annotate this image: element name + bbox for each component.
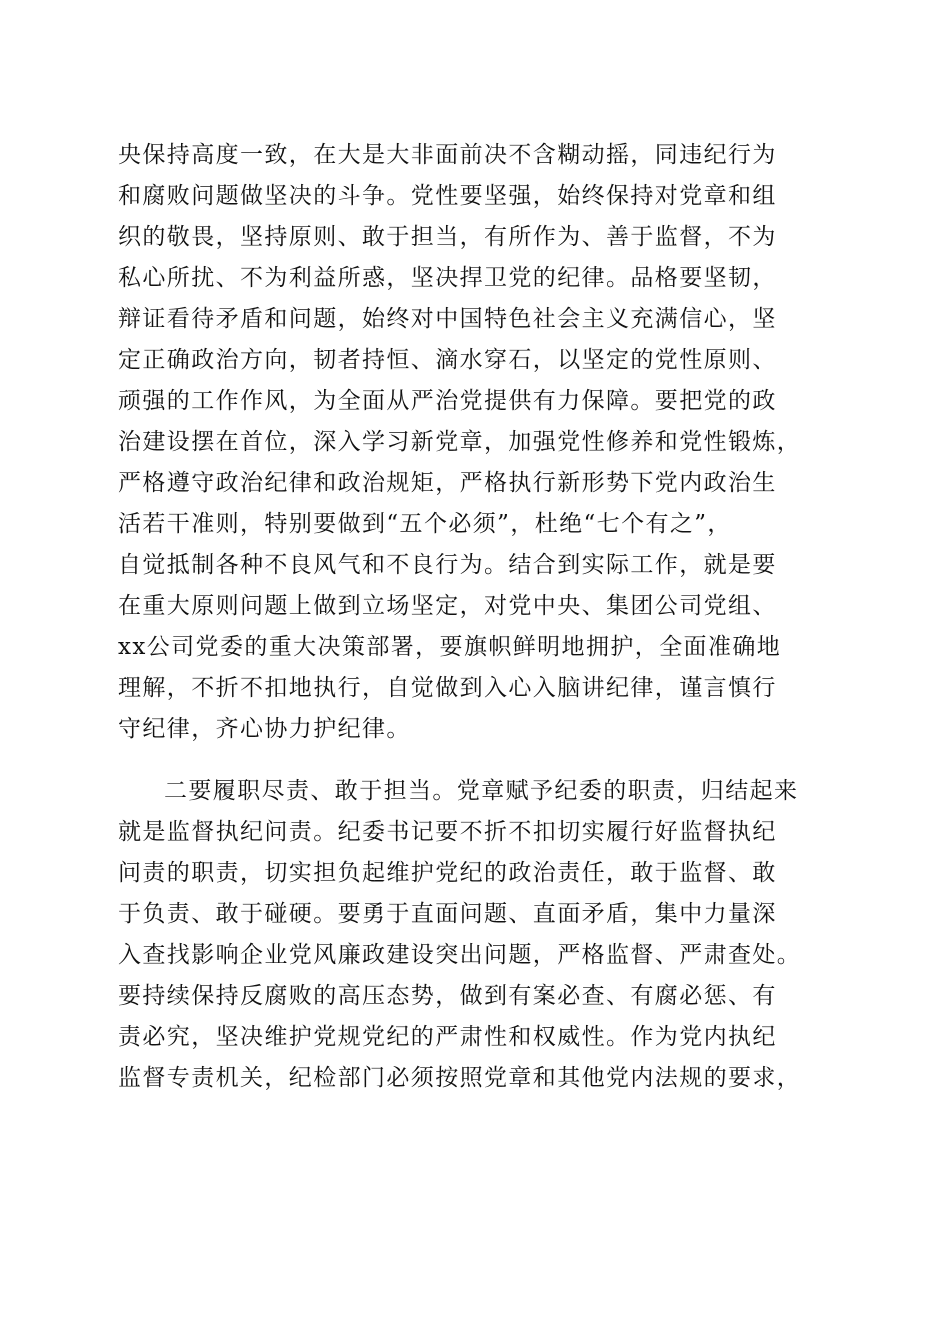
text-line: 活若干准则，特别要做到“五个必须”，杜绝“七个有之”，: [118, 511, 732, 537]
text-line: 就是监督执纪问责。纪委书记要不折不扣切实履行好监督执纪: [118, 819, 777, 845]
text-line: 治建设摆在首位，深入学习新党章，加强党性修养和党性锻炼，: [118, 429, 802, 455]
text-line: 织的敬畏，坚持原则、敢于担当，有所作为、善于监督，不为: [118, 224, 777, 250]
text-line: 和腐败问题做坚决的斗争。党性要坚强，始终保持对党章和组: [118, 183, 777, 209]
text-line: 监督专责机关，纪检部门必须按照党章和其他党内法规的要求，: [118, 1065, 802, 1091]
text-line: 顽强的工作作风，为全面从严治党提供有力保障。要把党的政: [118, 388, 777, 414]
text-line: 于负责、敢于碰硬。要勇于直面问题、直面矛盾，集中力量深: [118, 901, 777, 927]
text-line: xx公司党委的重大决策部署，要旗帜鲜明地拥护，全面准确地: [118, 634, 782, 660]
text-line: 自觉抵制各种不良风气和不良行为。结合到实际工作，就是要: [118, 552, 777, 578]
text-line: 理解，不折不扣地执行，自觉做到入心入脑讲纪律，谨言慎行: [118, 675, 777, 701]
text-line: 问责的职责，切实担负起维护党纪的政治责任，敢于监督、敢: [118, 860, 777, 886]
text-line: 央保持高度一致，在大是大非面前决不含糊动摇，同违纪行为: [118, 142, 777, 168]
text-line: 责必究，坚决维护党规党纪的严肃性和权威性。作为党内执纪: [118, 1024, 777, 1050]
text-line: 在重大原则问题上做到立场坚定，对党中央、集团公司党组、: [118, 593, 777, 619]
text-line: 守纪律，齐心协力护纪律。: [118, 716, 411, 742]
text-line: 严格遵守政治纪律和政治规矩，严格执行新形势下党内政治生: [118, 470, 777, 496]
text-line: 辩证看待矛盾和问题，始终对中国特色社会主义充满信心，坚: [118, 306, 777, 332]
paragraph-start-line: 二要履职尽责、敢于担当。党章赋予纪委的职责，归结起来: [164, 778, 799, 804]
text-line: 私心所扰、不为利益所惑，坚决捍卫党的纪律。品格要坚韧，: [118, 265, 777, 291]
text-line: 要持续保持反腐败的高压态势，做到有案必查、有腐必惩、有: [118, 983, 777, 1009]
text-line: 定正确政治方向，韧者持恒、滴水穿石，以坚定的党性原则、: [118, 347, 777, 373]
text-line: 入查找影响企业党风廉政建设突出问题，严格监督、严肃查处。: [118, 942, 802, 968]
